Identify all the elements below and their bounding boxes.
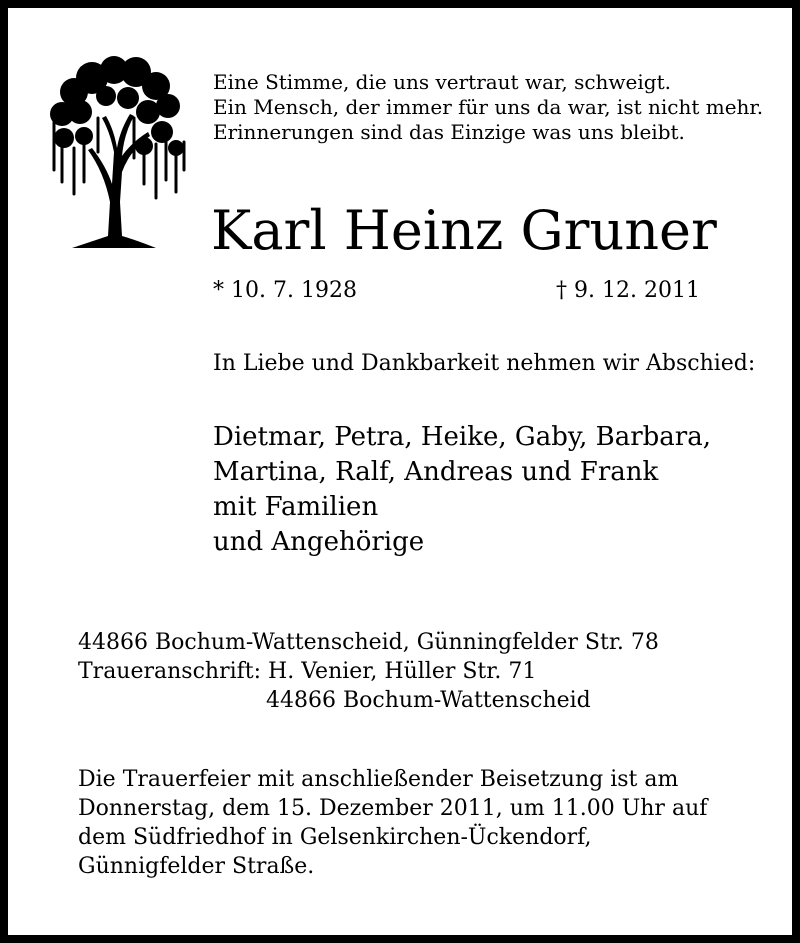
- mourners-line: mit Familien: [213, 492, 379, 522]
- service-line: Günnigfelder Straße.: [78, 854, 315, 879]
- poem-verse: [213, 70, 763, 145]
- tree-icon: [44, 52, 194, 252]
- poem-line: Eine Stimme, die uns vertraut war, schweigt.: [213, 70, 671, 94]
- service-line: dem Südfriedhof in Gelsenkirchen-Ückendorf,: [78, 825, 592, 850]
- mourners-line: und Angehörige: [213, 527, 425, 557]
- mourners-line: Martina, Ralf, Andreas und Frank: [213, 457, 659, 487]
- address-block: [78, 628, 659, 715]
- mourners-list: [213, 420, 711, 560]
- poem-line: Erinnerungen sind das Einzige was uns bleibt.: [213, 120, 685, 144]
- funeral-service-info: [78, 765, 707, 881]
- death-date: † 9. 12. 2011: [556, 278, 700, 303]
- birth-date: * 10. 7. 1928: [213, 278, 357, 303]
- mourners-line: Dietmar, Petra, Heike, Gaby, Barbara,: [213, 422, 711, 452]
- condolence-address: Traueranschrift: H. Venier, Hüller Str. 71: [78, 659, 537, 684]
- service-line: Donnerstag, dem 15. Dezember 2011, um 11.00 Uhr auf: [78, 796, 708, 821]
- home-address: 44866 Bochum-Wattenscheid, Günningfelder Str. 78: [78, 630, 659, 655]
- farewell-text: In Liebe und Dankbarkeit nehmen wir Abschied:: [213, 351, 756, 376]
- service-line: Die Trauerfeier mit anschließender Beisetzung ist am: [78, 767, 679, 792]
- condolence-city: 44866 Bochum-Wattenscheid: [266, 688, 591, 713]
- deceased-name: Karl Heinz Gruner: [211, 199, 717, 262]
- poem-line: Ein Mensch, der immer für uns da war, ist nicht mehr.: [213, 95, 764, 119]
